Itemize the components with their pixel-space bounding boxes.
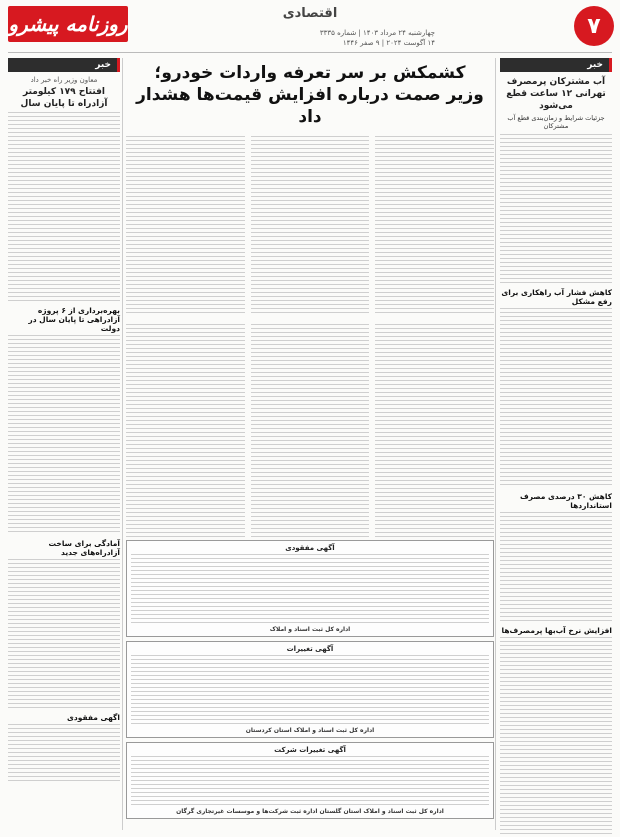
article-column [375,324,494,544]
article-text [8,559,120,709]
section-title: اقتصادی [282,6,338,21]
sidebar-subhead: کاهش فشار آب راهکاری برای رفع مشکل [501,288,612,306]
article-text [8,335,120,535]
right-sidebar [500,58,612,837]
notice-title: آگهی تغییرات شرکت [274,746,346,754]
column-divider [122,58,123,830]
article-text [8,112,120,302]
notice-text [131,756,489,806]
news-tag: خبر [8,58,120,72]
article-text [500,134,612,284]
notice-footer: اداره کل ثبت اسناد و املاک استان کردستان [245,727,375,734]
sidebar-lead: جزئیات شرایط و زمان‌بندی قطع آب مشترکان [507,114,605,130]
sidebar-headline[interactable]: افتتاح ۱۷۹ کیلومتر آزادراه تا پایان سال [20,87,108,109]
article-column [375,136,494,316]
notice-box [126,540,494,637]
date-persian: چهارشنبه ۲۴ مرداد ۱۴۰۳ | شماره ۳۳۳۵ [319,29,435,37]
article-columns [126,136,494,316]
news-tag: خبر [500,58,612,72]
article-text [8,724,120,784]
top-rule [8,52,612,53]
notice-footer: اداره کل ثبت اسناد و املاک [269,626,351,633]
article-text [500,308,612,488]
newspaper-logo: روزنامه پیشرو [8,6,128,42]
sidebar-subhead: آمادگی برای ساخت آزادراه‌های جدید [48,539,120,557]
headline-line-2: وزیر صمت درباره افزایش قیمت‌ها هشدار داد [136,85,484,127]
notice-text [131,554,489,624]
sidebar-kicker: معاون وزیر راه خبر داد [30,76,98,84]
notice-footer: اداره کل ثبت اسناد و املاک استان گلستان اداره ثبت شرکت‌ها و موسسات غیرتجاری گرگان [176,808,444,815]
notice-box [126,742,494,819]
main-article [126,58,494,544]
sidebar-subhead: کاهش ۳۰ درصدی مصرف استانداردها [519,492,612,510]
notice-title: آگهی تغییرات [286,645,334,653]
sidebar-subhead: بهره‌برداری از ۶ پروژه آزادراهی تا پایان سال در دولت [28,306,120,333]
article-column [251,324,370,544]
article-column [126,136,245,316]
article-text [500,512,612,622]
sidebar-headline[interactable]: آب مشترکان پرمصرف تهرانی ۱۲ ساعت قطع می‌شود [506,77,606,111]
date-line [195,28,435,48]
date-gregorian: ۱۴ آگوست ۲۰۲۴ | ۹ صفر ۱۴۴۶ [342,39,435,47]
notice-text [131,655,489,725]
article-column [126,324,245,544]
sidebar-subhead: اگهی مفقودی [67,713,120,722]
main-headline[interactable] [126,62,494,128]
headline-line-1: کشمکش بر سر تعرفه واردات خودرو؛ [154,63,466,83]
article-columns-lower [126,324,494,544]
sidebar-subhead: افزایش نرخ آب‌بها پرمصرف‌ها [501,626,612,635]
page-number: ۷ [574,6,614,46]
notice-title: آگهی مفقودی [285,544,335,552]
notice-box [126,641,494,738]
article-text [500,637,612,837]
column-divider [495,58,496,830]
left-sidebar [8,58,120,784]
article-column [251,136,370,316]
masthead [0,0,620,54]
legal-notices [126,540,494,823]
